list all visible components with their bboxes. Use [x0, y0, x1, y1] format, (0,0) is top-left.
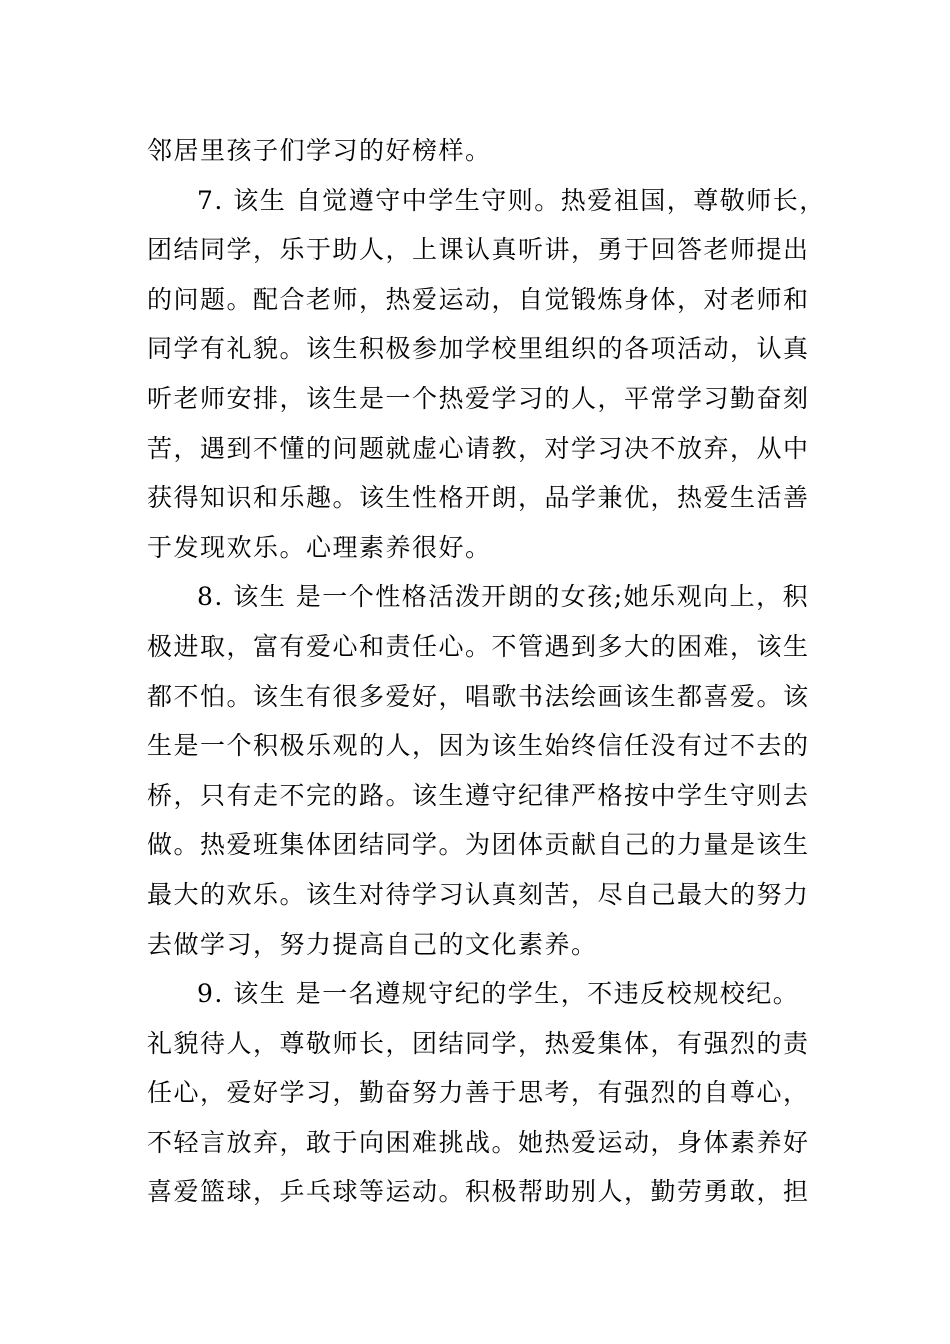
text-line: 都不怕。该生有很多爱好，唱歌书法绘画该生都喜爱。该	[147, 681, 810, 711]
text-line: 桥，只有走不完的路。该生遵守纪律严格按中学生守则去	[147, 780, 810, 810]
text-line: 生是一个积极乐观的人，因为该生始终信任没有过不去的	[147, 731, 810, 761]
text-line: 苦，遇到不懂的问题就虚心请教，对学习决不放弃，从中	[147, 433, 810, 463]
paragraph-7-first-line: 7. 该生 自觉遵守中学生守则。热爱祖国，尊敬师长，	[197, 185, 826, 215]
text-line: 听老师安排，该生是一个热爱学习的人，平常学习勤奋刻	[147, 383, 810, 413]
text-line: 不轻言放弃，敢于向困难挑战。她热爱运动，身体素养好	[147, 1127, 810, 1157]
text-line: 的问题。配合老师，热爱运动，自觉锻炼身体，对老师和	[147, 284, 810, 314]
text-line: 获得知识和乐趣。该生性格开朗，品学兼优，热爱生活善	[147, 483, 810, 513]
text-line: 邻居里孩子们学习的好榜样。	[147, 136, 492, 165]
text-line: 去做学习，努力提高自己的文化素养。	[147, 929, 598, 959]
text-line: 任心，爱好学习，勤奋努力善于思考，有强烈的自尊心，	[147, 1078, 810, 1108]
text-line: 极进取，富有爱心和责任心。不管遇到多大的困难，该生	[147, 631, 810, 661]
text-line: 做。热爱班集体团结同学。为团体贡献自己的力量是该生	[147, 830, 810, 860]
text-line: 同学有礼貌。该生积极参加学校里组织的各项活动，认真	[147, 334, 810, 364]
text-line: 礼貌待人，尊敬师长，团结同学，热爱集体，有强烈的责	[147, 1028, 810, 1058]
text-line: 于发现欢乐。心理素养很好。	[147, 532, 492, 562]
text-line: 喜爱篮球，乒乓球等运动。积极帮助别人，勤劳勇敢，担	[147, 1177, 810, 1207]
document-body	[147, 126, 826, 1217]
text-line: 最大的欢乐。该生对待学习认真刻苦，尽自己最大的努力	[147, 879, 810, 909]
text-line: 团结同学，乐于助人，上课认真听讲，勇于回答老师提出	[147, 235, 810, 265]
paragraph-9-first-line: 9. 该生 是一名遵规守纪的学生，不违反校规校纪。	[197, 979, 800, 1009]
paragraph-8-first-line: 8. 该生 是一个性格活泼开朗的女孩;她乐观向上，积	[197, 582, 810, 612]
